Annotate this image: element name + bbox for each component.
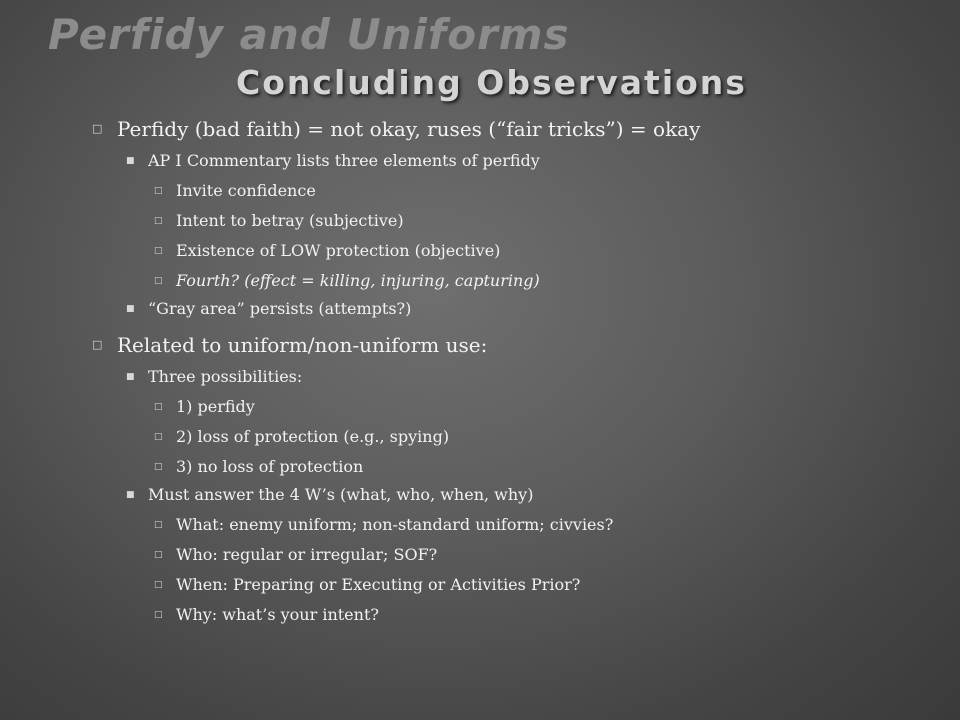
bullet-text: Who: regular or irregular; SOF? <box>176 545 438 564</box>
bullet-text: AP I Commentary lists three elements of perfidy <box>148 151 540 170</box>
bullet-item-level-2 <box>92 484 942 506</box>
bullet-square-icon: □ <box>154 550 163 560</box>
bullet-text: What: enemy uniform; non-standard uniform; civvies? <box>176 515 614 534</box>
bullet-item-level-3 <box>92 180 942 202</box>
bullet-text: Perfidy (bad faith) = not okay, ruses (“fair tricks”) = okay <box>117 117 701 141</box>
bullet-square-icon: ■ <box>126 304 135 314</box>
bullet-text: Fourth? (effect = killing, injuring, capturing) <box>176 271 540 290</box>
bullet-item-level-3 <box>92 240 942 262</box>
bullet-text: Must answer the 4 W’s (what, who, when, why) <box>148 485 534 504</box>
bullet-item-level-3 <box>92 456 942 478</box>
slide-title: Perfidy and Uniforms <box>48 10 570 59</box>
bullet-square-icon: □ <box>154 520 163 530</box>
bullet-item-level-2 <box>92 298 942 320</box>
bullet-square-icon: ■ <box>126 372 135 382</box>
bullet-text: Why: what’s your intent? <box>176 605 379 624</box>
bullet-text: 1) perfidy <box>176 397 255 416</box>
bullet-square-icon: □ <box>92 122 103 135</box>
bullet-square-icon: □ <box>154 276 163 286</box>
bullet-square-icon: □ <box>154 432 163 442</box>
bullet-text: When: Preparing or Executing or Activities Prior? <box>176 575 581 594</box>
bullet-item-level-3 <box>92 426 942 448</box>
bullet-text: 2) loss of protection (e.g., spying) <box>176 427 450 446</box>
bullet-text: 3) no loss of protection <box>176 457 364 476</box>
bullet-square-icon: □ <box>92 338 103 351</box>
bullet-item-level-3 <box>92 604 942 626</box>
bullet-item-level-3 <box>92 270 942 292</box>
bullet-square-icon: □ <box>154 462 163 472</box>
slide-subtitle: Concluding Observations <box>236 63 747 102</box>
bullet-square-icon: □ <box>154 246 163 256</box>
bullet-item-level-2 <box>92 366 942 388</box>
bullet-item-level-3 <box>92 514 942 536</box>
bullet-item-level-2 <box>92 150 942 172</box>
bullet-square-icon: □ <box>154 216 163 226</box>
bullet-square-icon: ■ <box>126 490 135 500</box>
bullet-item-level-3 <box>92 574 942 596</box>
bullet-item-level-3 <box>92 210 942 232</box>
bullet-text: Intent to betray (subjective) <box>176 211 404 230</box>
bullet-square-icon: □ <box>154 186 163 196</box>
bullet-text: “Gray area” persists (attempts?) <box>148 299 412 318</box>
bullet-list <box>92 114 942 626</box>
bullet-text: Invite confidence <box>176 181 316 200</box>
bullet-text: Three possibilities: <box>148 367 303 386</box>
bullet-text: Existence of LOW protection (objective) <box>176 241 501 260</box>
bullet-text: Related to uniform/non-uniform use: <box>117 333 488 357</box>
bullet-item-level-3 <box>92 544 942 566</box>
bullet-square-icon: □ <box>154 580 163 590</box>
bullet-item-level-3 <box>92 396 942 418</box>
bullet-item-level-1 <box>92 330 942 360</box>
bullet-square-icon: □ <box>154 610 163 620</box>
bullet-square-icon: □ <box>154 402 163 412</box>
bullet-square-icon: ■ <box>126 156 135 166</box>
bullet-item-level-1 <box>92 114 942 144</box>
